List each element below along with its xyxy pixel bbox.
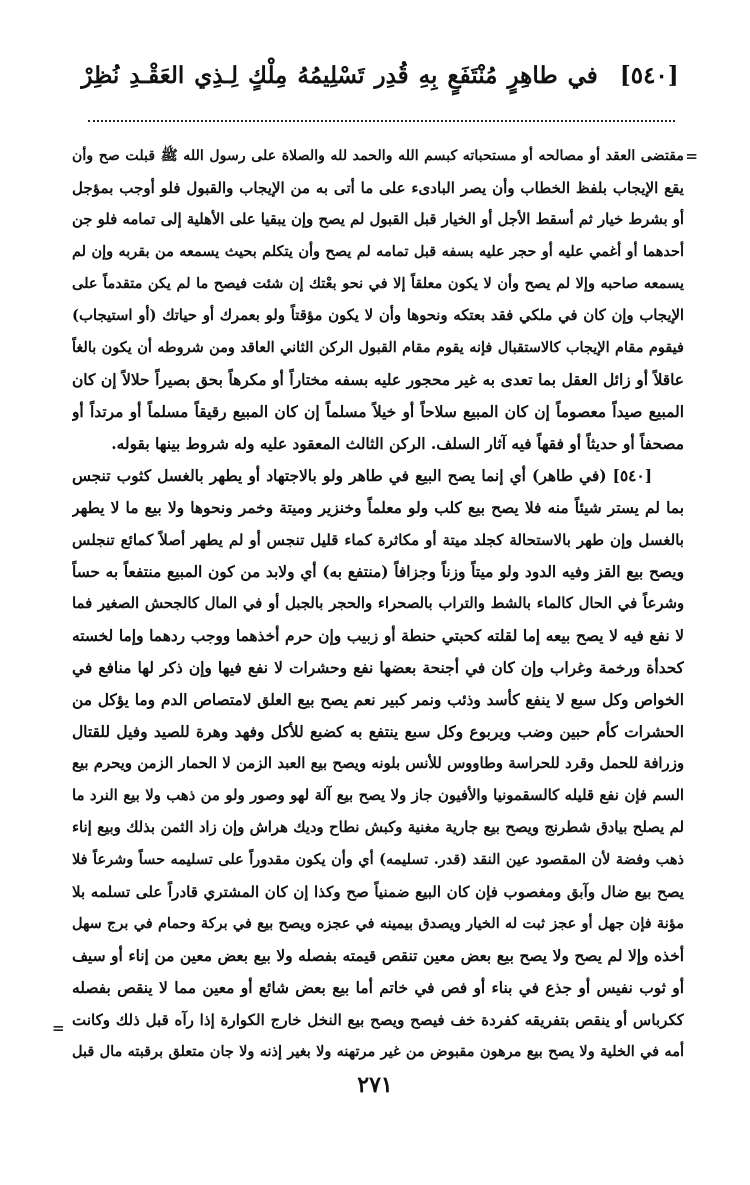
text-line: فيقوم مقام الإيجاب كالاستقبال فإنه يقوم مقام القبول الركن الثاني العاقد ومن شروطه أن يكون بالغاً (72, 339, 684, 356)
text-line: يسمعه صاحبه وإلا لم يصح وأن لا يكون معلقاً إلا في نحو بعْتك إن شئت فيصح ما لم يكن متقدماً على (72, 275, 684, 292)
text-line: وزرافة للحمل وقرد للحراسة وطاووس للأنس بلونه ويصح بيع العبد الزمن لا الحمار الزمن ويحرم بيع (72, 755, 684, 772)
continuation-mark-top: = (685, 147, 698, 165)
paragraph-start-line: [٥٤٠] (في طاهر) أي إنما يصح البيع في طاهر ولو بالاجتهاد أو يطهر بالغسل كثوب تنجس (72, 467, 652, 485)
text-line: مؤنة فإن جهل أو عجز ثبت له الخيار ويصدق بيمينه في عجزه ويصح بيع في بركة وحمام في برج سهل (72, 915, 684, 932)
text-line: لم يصلح بيادق شطرنج ويصح بيع جارية مغنية وكبش نطاح وديك هراش وإن زاد الثمن بذلك وبيع إناء (72, 819, 684, 836)
text-line: المبيع صيداً معصوماً إن كان المبيع سلاحاً أو خيلاً مسلماً إن كان المبيع رقيقاً مسلماً أو مرتداً أو (72, 403, 684, 421)
text-line: السم فإن نفع قليله كالسقمونيا والأفيون جاز ولا يصح بيع آلة لهو وصور ولو من ذهب ولا بيع النرد ما (72, 787, 684, 804)
text-line: الإيجاب وإن كان في ملكي فقد بعتكه ونحوها وأن لا يكون مؤقتاً ولو بعمرك أو حياتك (أو استيجاب) (72, 307, 684, 324)
text-line: مصحفاً أو حديثاً أو فقهاً فيه آثار السلف. الركن الثالث المعقود عليه وله شروط بينها بقوله. (111, 435, 684, 453)
header-verse: في طاهِرٍ مُنْتَفَعٍ بِهِ قُدِر تَسْلِيمُهُ مِلْكٍ لِـذِي العَقْـدِ نُظِرْ (81, 62, 598, 89)
text-line: عاقلاً أو زائل العقل بما تعدى به غير محجور عليه بسفه مختاراً أو مكرهاً بحق بصيراً حلالاً إن كان (72, 371, 684, 389)
text-line: ويصح بيع القز وفيه الدود ولو ميتاً وزناً وجزافاً (منتفع به) أي ولابد من كون المبيع منتفعاً به حساً (72, 563, 684, 581)
text-line: وشرعاً في الحال كالماء بالشط والتراب بالصحراء والحجر بالجبل أو في المال كالجحش الصغير فما (72, 595, 684, 612)
text-line: بالغسل وإن طهر بالاستحالة كجلد ميتة أو مكاثرة كماء قليل تنجس أو لم يطهر أصلاً كمائع تنجلس (72, 531, 684, 549)
text-line: بما لم يستر شيئاً منه فلا يصح بيع كلب ولو معلماً وخنزير وميتة وخمر ونحوها ولا بيع ما لا يطهر (72, 499, 684, 517)
commentary-body (72, 140, 684, 1068)
header-dotted-divider (88, 120, 675, 122)
text-line: أحدهما أو أغمي عليه أو حجر عليه بسفه قبل تمامه لم يصح وأن يتكلم بحيث يسمعه من بقربه وإن لم (72, 243, 684, 260)
text-line: ككرباس أو ينقص بتفريقه كفردة خف فيصح ويصح بيع النخل خارج الكوارة إذا رآه قبل ذلك وكانت (72, 1011, 684, 1029)
text-line: كحدأة ورخمة وغراب وإن كان في أجنحة بعضها نفع وحشرات لا نفع فيها وإن ذكر لها منافع في (72, 659, 684, 677)
text-line: يقع الإيجاب بلفظ الخطاب وأن يصر البادىء على ما أتى به من الإيجاب والقبول فلو أوجب بمؤجل (72, 179, 684, 197)
text-line: الخواص وكل سبع لا ينفع كأسد وذئب ونمر كبير نعم يصح بيع العلق لامتصاص الدم وما يؤكل من (72, 691, 684, 709)
text-line: أخذه وإلا لم يصح ولا يصح بيع بعض معين تنقص قيمته بفصله ولا بيع بعض معين من إناء أو سيف (72, 947, 684, 965)
text-line: أو ثوب نفيس أو جذع في بناء أو فص في خاتم أما بيع بعض شائع أو معين مما لا ينقص بفصله (72, 979, 684, 997)
text-line: أمه في الخلية ولا يصح بيع مرهون مقبوض من غير مرتهنه ولا بغير إذنه ولا جان متعلق برقبته مال قبل (72, 1043, 684, 1060)
page-header (80, 62, 680, 89)
text-line: ذهب وفضة لأن المقصود عين النقد (قدر. تسليمه) أي وأن يكون مقدوراً على تسليمه حساً وشرعاً فلا (72, 851, 684, 868)
text-line: أو بشرط خيار ثم أسقط الأجل أو الخيار قبل القبول لم يصح وإن يبقيا على الأهلية إلى تمامه فلو جن (72, 211, 684, 228)
continuation-mark-bottom: = (52, 1019, 65, 1037)
text-line: الحشرات كأم حبين وضب ويربوع وكل سبع ينتفع به كضبع للأكل وفهد وهرة للصيد وفيل للقتال (72, 723, 684, 741)
text-line: مقتضى العقد أو مصالحه أو مستحباته كبسم الله والحمد لله والصلاة على رسول الله ﷺ قبلت صح وأن (72, 148, 684, 164)
text-line: لا نفع فيه لا يصح بيعه إما لقلته كحبتي حنطة أو زبيب وإن حرم أخذهما ووجب ردهما وإما لخسته (72, 627, 684, 645)
text-line: يصح بيع ضال وآبق ومغصوب فإن كان البيع ضمنياً صح وكذا إن كان المشتري قادراً على تسلمه بلا (72, 883, 684, 901)
section-number: [٥٤٠] (619, 62, 679, 89)
page-number: ٢٧١ (357, 1072, 393, 1098)
